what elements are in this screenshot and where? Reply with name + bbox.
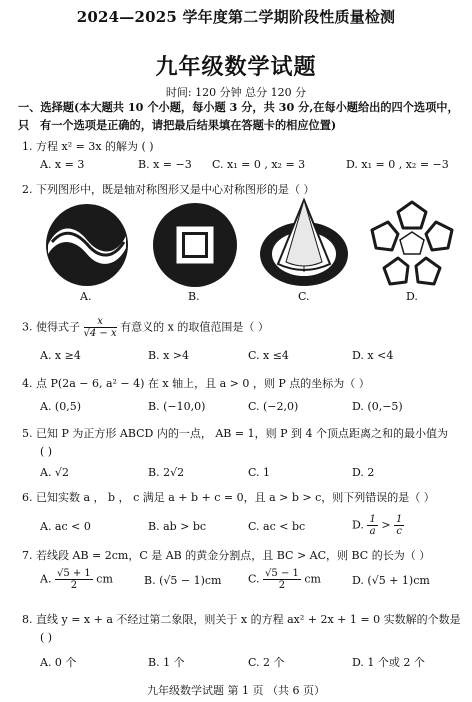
option-d-label: D. bbox=[352, 518, 364, 532]
option-a[interactable]: A. x = 3 bbox=[40, 158, 85, 171]
question-stem: 点 P(2a − 6, a² − 4) 在 x 轴上，且 a > 0 ，则 P 点的坐标为（ ） bbox=[36, 377, 370, 390]
question-5-options bbox=[40, 466, 460, 488]
question-stem: 直线 y = x + a 不经过第二象限，则关于 x 的方程 ax² + 2x + 1 = 0 实数解的个数是 bbox=[36, 613, 461, 626]
exam-header-title: 2024—2025 学年度第二学期阶段性质量检测 bbox=[76, 8, 396, 26]
unit: cm bbox=[96, 572, 113, 586]
option-d[interactable]: D. 1 个或 2 个 bbox=[352, 656, 425, 669]
question-number: 5. bbox=[22, 427, 33, 440]
option-c-label: C. bbox=[248, 572, 260, 586]
question-stem: 若线段 AB = 2cm，C 是 AB 的黄金分割点，且 BC > AC，则 BC 的长为（ ） bbox=[36, 549, 431, 562]
option-c[interactable]: C. 1 bbox=[248, 466, 271, 479]
question-number: 7. bbox=[22, 549, 33, 562]
figure-d-pentagon-flower[interactable] bbox=[366, 198, 458, 288]
question-stem-post: 有意义的 x 的取值范围是（ ） bbox=[120, 320, 269, 334]
option-c[interactable]: C. x ≤4 bbox=[248, 349, 289, 362]
question-8-options bbox=[40, 654, 460, 676]
question-stem: 下列图形中，既是轴对称图形又是中心对称图形的是（ ） bbox=[36, 183, 315, 196]
figure-c-ring-cone[interactable] bbox=[256, 196, 352, 290]
option-a[interactable]: A. (0,5) bbox=[40, 400, 82, 413]
fraction-denominator: a bbox=[369, 526, 376, 537]
fraction-numerator: √5 + 1 bbox=[56, 568, 91, 579]
fraction-numerator: √5 − 1 bbox=[265, 568, 299, 579]
option-b[interactable]: B. (−10,0) bbox=[148, 400, 206, 413]
option-a[interactable]: A. x ≥4 bbox=[40, 349, 81, 362]
option-a[interactable]: A. ac < 0 bbox=[40, 520, 91, 533]
question-7-options bbox=[40, 568, 460, 600]
option-c[interactable] bbox=[248, 568, 321, 591]
fraction-numerator: 1 bbox=[396, 514, 403, 525]
question-number: 8. bbox=[22, 613, 33, 626]
option-b[interactable]: B. bbox=[188, 290, 200, 303]
question-3-options bbox=[40, 349, 460, 371]
question-number: 1. bbox=[22, 140, 33, 153]
option-c[interactable]: C. (−2,0) bbox=[248, 400, 299, 413]
option-c[interactable]: C. 2 个 bbox=[248, 656, 285, 669]
fraction-denominator: c bbox=[396, 526, 403, 537]
option-d[interactable]: D. (√5 + 1)cm bbox=[352, 574, 430, 587]
option-a[interactable]: A. 0 个 bbox=[40, 656, 77, 669]
option-b[interactable]: B. x = −3 bbox=[138, 158, 192, 171]
question-stem: 已知实数 a ， b ， c 满足 a + b + c = 0，且 a > b > c，则下列错误的是（ ） bbox=[36, 491, 435, 504]
option-b[interactable]: B. 2√2 bbox=[148, 466, 185, 479]
question-1-options bbox=[40, 158, 460, 180]
question-number: 4. bbox=[22, 377, 33, 390]
question-stem-pre: 使得式子 bbox=[36, 320, 80, 334]
option-d[interactable] bbox=[352, 514, 404, 537]
question-2-options bbox=[0, 290, 472, 312]
subject-title: 九年级数学试题 bbox=[155, 54, 317, 80]
section-instructions-line2: 有一个选项是正确的，请把最后结果填在答题卡的相应位置) bbox=[40, 118, 337, 132]
question-number: 3. bbox=[22, 320, 33, 334]
fraction-denominator: √4 − x bbox=[83, 328, 117, 339]
option-d[interactable]: D. x₁ = 0 , x₂ = −3 bbox=[346, 158, 449, 171]
option-d[interactable]: D. (0,−5) bbox=[352, 400, 403, 413]
comparison-operator: > bbox=[381, 518, 391, 532]
section-instructions-line1: 一、选择题(本大题共 10 个小题，每小题 3 分，共 30 分,在每小题给出的四个选项中，只 bbox=[18, 100, 459, 132]
option-d[interactable]: D. 2 bbox=[352, 466, 375, 479]
option-d[interactable]: D. x <4 bbox=[352, 349, 394, 362]
question-6 bbox=[22, 490, 462, 506]
fraction-denominator: 2 bbox=[278, 580, 286, 591]
fraction-numerator: 1 bbox=[369, 514, 376, 525]
fraction-denominator: 2 bbox=[70, 580, 78, 591]
question-6-options bbox=[40, 514, 460, 544]
page-footer: 九年级数学试题 第 1 页 （共 6 页） bbox=[147, 684, 325, 697]
time-info: 时间: 120 分钟 总分 120 分 bbox=[165, 86, 307, 99]
fraction-numerator: x bbox=[84, 316, 117, 328]
option-a[interactable]: A. √2 bbox=[40, 466, 69, 479]
option-b[interactable]: B. 1 个 bbox=[148, 656, 185, 669]
option-b[interactable]: B. x >4 bbox=[148, 349, 189, 362]
question-8-answer-blank: ( ) bbox=[40, 631, 53, 644]
question-stem: 已知 P 为正方形 ABCD 内的一点， AB = 1，则 P 到 4 个顶点距离之和的最小值为 bbox=[36, 427, 448, 440]
option-a[interactable]: A. bbox=[80, 290, 92, 303]
option-b[interactable]: B. ab > bc bbox=[148, 520, 207, 533]
fraction bbox=[84, 316, 117, 339]
question-1 bbox=[22, 139, 462, 155]
figure-b-square-hole-coin[interactable] bbox=[150, 200, 240, 290]
question-number: 2. bbox=[22, 183, 33, 196]
fraction bbox=[55, 568, 93, 591]
option-d[interactable]: D. bbox=[406, 290, 418, 303]
option-c[interactable]: C. x₁ = 0 , x₂ = 3 bbox=[212, 158, 306, 171]
question-stem: 方程 x² = 3x 的解为 ( ) bbox=[36, 140, 154, 153]
question-7 bbox=[22, 548, 462, 564]
question-3 bbox=[22, 316, 462, 346]
question-4-options bbox=[40, 400, 460, 422]
fraction bbox=[367, 514, 377, 537]
option-c[interactable]: C. bbox=[298, 290, 310, 303]
question-5-answer-blank: ( ) bbox=[40, 445, 53, 458]
figure-a-wave-circle[interactable] bbox=[42, 202, 132, 288]
fraction bbox=[394, 514, 404, 537]
option-a-label: A. bbox=[40, 572, 52, 586]
unit: cm bbox=[304, 572, 321, 586]
fraction bbox=[263, 568, 301, 591]
option-c[interactable]: C. ac < bc bbox=[248, 520, 306, 533]
option-b[interactable]: B. (√5 − 1)cm bbox=[144, 574, 222, 587]
question-5 bbox=[22, 426, 462, 442]
question-4 bbox=[22, 376, 462, 392]
question-8 bbox=[22, 612, 462, 628]
question-number: 6. bbox=[22, 491, 33, 504]
question-2 bbox=[22, 182, 462, 198]
option-a[interactable] bbox=[40, 568, 113, 591]
